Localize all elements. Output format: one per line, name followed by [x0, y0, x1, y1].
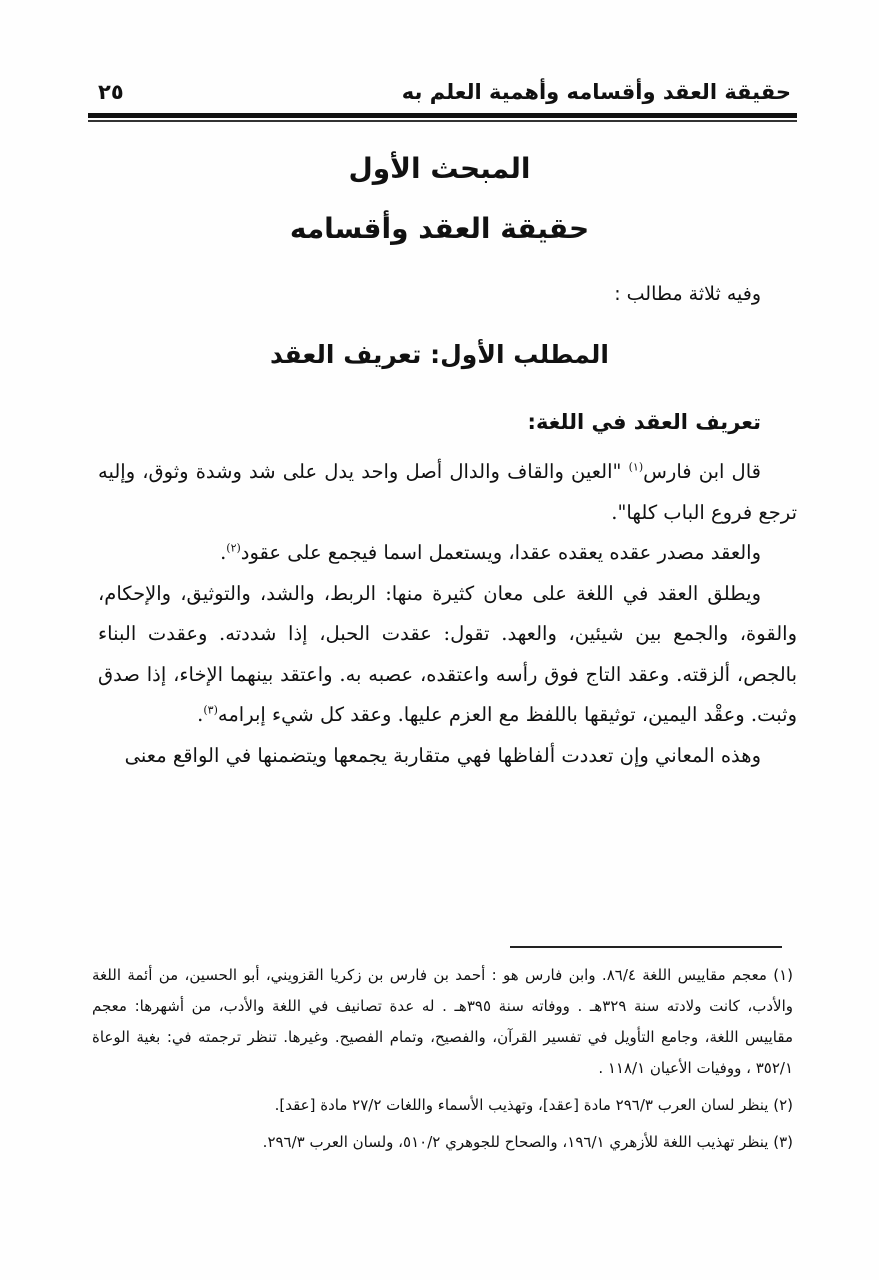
- section-title: المطلب الأول: تعريف العقد: [270, 340, 609, 369]
- chapter-label: المبحث الأول: [348, 152, 531, 185]
- paragraph: [98, 452, 797, 533]
- footnote-ref[interactable]: (٢): [226, 541, 241, 555]
- footnotes: [92, 960, 793, 1158]
- paragraph: [98, 533, 797, 574]
- intro-text: وفيه ثلاثة مطالب :: [614, 283, 761, 305]
- running-title: حقيقة العقد وأقسامه وأهمية العلم به: [401, 80, 791, 104]
- paragraph-text: والعقد مصدر عقده يعقده عقدا، ويستعمل اسما فيجمع على عقود: [240, 541, 761, 564]
- paragraph-text: قال ابن فارس: [643, 460, 761, 483]
- footnote-2: (٢) ينظر لسان العرب ٢٩٦/٣ مادة [عقد]، وتهذيب الأسماء واللغات ٢٧/٢ مادة [عقد].: [274, 1096, 793, 1114]
- chapter-title: حقيقة العقد وأقسامه: [289, 212, 590, 245]
- footnote-separator: [510, 946, 782, 948]
- footnote-3: (٣) ينظر تهذيب اللغة للأزهري ١٩٦/١، والصحاح للجوهري ٥١٠/٢، ولسان العرب ٢٩٦/٣.: [262, 1133, 793, 1151]
- paragraph-text: .: [220, 541, 227, 564]
- running-header: [88, 80, 791, 112]
- header-rule-thin: [88, 120, 797, 122]
- footnote-ref[interactable]: (٣): [203, 703, 218, 717]
- paragraph-text: .: [197, 703, 204, 726]
- footnote-1: (١) معجم مقاييس اللغة ٨٦/٤. وابن فارس هو : أحمد بن فارس بن زكريا القزويني، أبو الحسين، من أئمة اللغة والأدب، كانت ولادته سنة ٣٢٩هـ . ووفاته سنة ٣٩٥هـ . له عدة تصانيف في اللغة والأدب، من أشهرها: معجم مقاييس اللغة، وجامع التأويل في تفسير القرآن، والفصيح، وتمام الفصيح. وغيرها. تنظر ترجمته في: بغية الوعاة ٣٥٢/١ ، ووفيات الأعيان ١١٨/١ .: [92, 966, 793, 1077]
- subheading: تعريف العقد في اللغة:: [527, 410, 761, 434]
- paragraph: وهذه المعاني وإن تعددت ألفاظها فهي متقاربة يجمعها ويتضمنها في الواقع معنى: [124, 743, 761, 767]
- paragraph-text: ويطلق العقد في اللغة على معان كثيرة منها: الربط، والشد، والتوثيق، والإحكام، والقوة، والجمع بين شيئين، والعهد. تقول: عقدت الحبل، إذا شددته. وعقدت البناء بالجص، ألزقته. وعقد التاج فوق رأسه واعتقده، عصبه به. واعتقد بينهما الإخاء، إذا صدق وثبت. وعقْد اليمين، توثيقها باللفظ مع العزم عليها. وعقد كل شيء إبرامه: [98, 581, 797, 726]
- header-rule-thick: [88, 113, 797, 118]
- footnote-ref[interactable]: (١): [628, 460, 644, 474]
- page-number: ٢٥: [98, 80, 124, 104]
- paragraph-text: "العين والقاف والدال أصل واحد يدل على شد وشدة وثوق، وإليه ترجع فروع الباب كلها".: [98, 460, 797, 524]
- body-text: [98, 452, 797, 776]
- paragraph: [98, 574, 797, 736]
